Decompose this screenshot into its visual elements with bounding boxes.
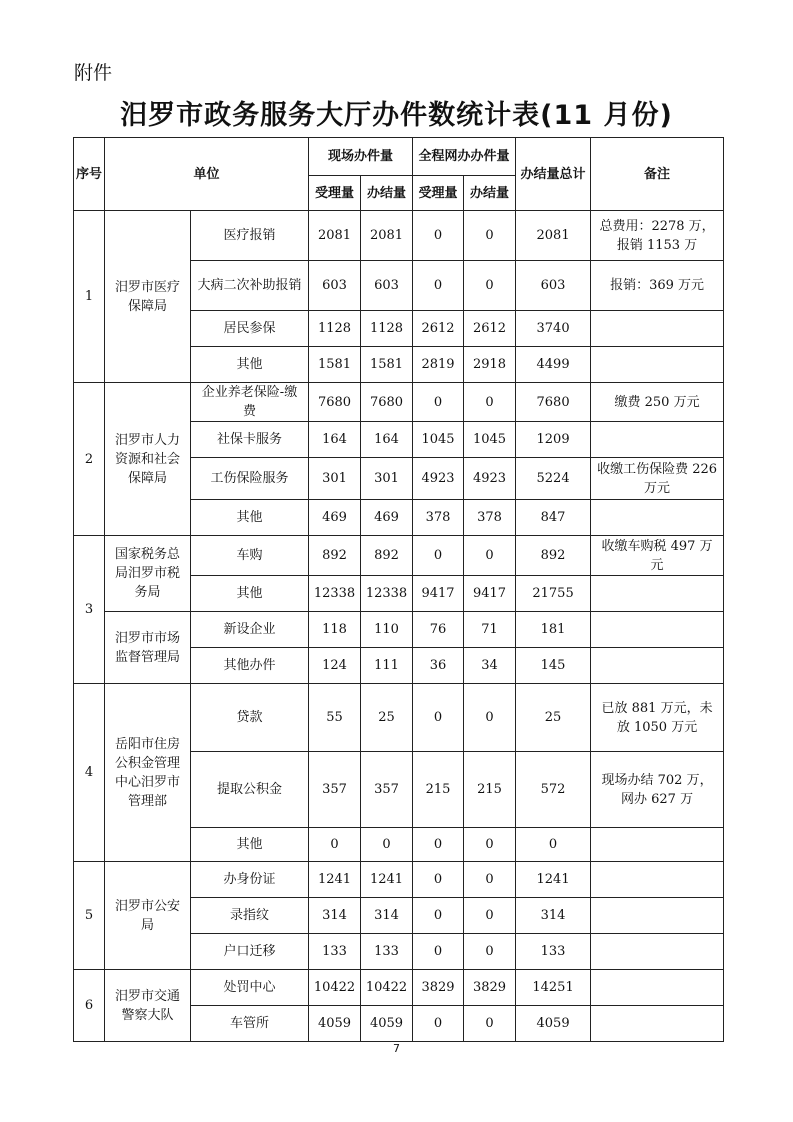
header-remark: 备注 xyxy=(591,138,724,211)
online-accepted-cell: 0 xyxy=(413,261,464,311)
onsite-accepted-cell: 603 xyxy=(309,261,361,311)
onsite-accepted-cell: 892 xyxy=(309,536,361,576)
total-cell: 145 xyxy=(516,648,591,684)
onsite-accepted-cell: 0 xyxy=(309,828,361,862)
total-cell: 3740 xyxy=(516,311,591,347)
onsite-completed-cell: 357 xyxy=(361,752,413,828)
remark-cell xyxy=(591,612,724,648)
table-body xyxy=(74,211,724,1042)
online-accepted-cell: 76 xyxy=(413,612,464,648)
total-cell: 572 xyxy=(516,752,591,828)
table-row xyxy=(74,536,724,576)
table-row xyxy=(74,970,724,1006)
online-completed-cell: 0 xyxy=(464,383,516,422)
online-accepted-cell: 0 xyxy=(413,828,464,862)
remark-cell: 报销：369 万元 xyxy=(591,261,724,311)
remark-cell xyxy=(591,862,724,898)
item-name-cell: 企业养老保险-缴费 xyxy=(191,383,309,422)
seq-cell: 6 xyxy=(74,970,105,1042)
total-cell: 181 xyxy=(516,612,591,648)
item-name-cell: 工伤保险服务 xyxy=(191,458,309,500)
online-accepted-cell: 9417 xyxy=(413,576,464,612)
seq-cell: 3 xyxy=(74,536,105,684)
online-completed-cell: 215 xyxy=(464,752,516,828)
online-accepted-cell: 1045 xyxy=(413,422,464,458)
item-name-cell: 车管所 xyxy=(191,1006,309,1042)
total-cell: 14251 xyxy=(516,970,591,1006)
total-cell: 603 xyxy=(516,261,591,311)
online-completed-cell: 0 xyxy=(464,211,516,261)
online-accepted-cell: 2612 xyxy=(413,311,464,347)
onsite-accepted-cell: 314 xyxy=(309,898,361,934)
header-seq: 序号 xyxy=(74,138,105,211)
remark-cell: 收缴车购税 497 万元 xyxy=(591,536,724,576)
online-completed-cell: 3829 xyxy=(464,970,516,1006)
remark-cell xyxy=(591,311,724,347)
unit-name-cell: 汨罗市市场监督管理局 xyxy=(105,612,191,684)
online-accepted-cell: 378 xyxy=(413,500,464,536)
onsite-accepted-cell: 4059 xyxy=(309,1006,361,1042)
online-accepted-cell: 0 xyxy=(413,383,464,422)
online-completed-cell: 0 xyxy=(464,862,516,898)
onsite-accepted-cell: 1241 xyxy=(309,862,361,898)
item-name-cell: 其他 xyxy=(191,347,309,383)
onsite-completed-cell: 164 xyxy=(361,422,413,458)
remark-cell: 现场办结 702 万，网办 627 万 xyxy=(591,752,724,828)
remark-cell xyxy=(591,934,724,970)
remark-cell: 收缴工伤保险费 226 万元 xyxy=(591,458,724,500)
online-accepted-cell: 0 xyxy=(413,934,464,970)
item-name-cell: 社保卡服务 xyxy=(191,422,309,458)
item-name-cell: 贷款 xyxy=(191,684,309,752)
header-online-completed: 办结量 xyxy=(464,176,516,211)
seq-cell: 1 xyxy=(74,211,105,383)
remark-cell xyxy=(591,347,724,383)
onsite-completed-cell: 469 xyxy=(361,500,413,536)
onsite-completed-cell: 25 xyxy=(361,684,413,752)
item-name-cell: 其他办件 xyxy=(191,648,309,684)
total-cell: 847 xyxy=(516,500,591,536)
online-accepted-cell: 0 xyxy=(413,211,464,261)
item-name-cell: 新设企业 xyxy=(191,612,309,648)
onsite-accepted-cell: 118 xyxy=(309,612,361,648)
onsite-completed-cell: 133 xyxy=(361,934,413,970)
onsite-accepted-cell: 12338 xyxy=(309,576,361,612)
unit-name-cell: 国家税务总局汨罗市税务局 xyxy=(105,536,191,612)
onsite-accepted-cell: 124 xyxy=(309,648,361,684)
item-name-cell: 其他 xyxy=(191,828,309,862)
onsite-accepted-cell: 7680 xyxy=(309,383,361,422)
header-onsite-accepted: 受理量 xyxy=(309,176,361,211)
remark-cell xyxy=(591,422,724,458)
total-cell: 7680 xyxy=(516,383,591,422)
onsite-completed-cell: 10422 xyxy=(361,970,413,1006)
onsite-accepted-cell: 469 xyxy=(309,500,361,536)
unit-name-cell: 岳阳市住房公积金管理中心汨罗市管理部 xyxy=(105,684,191,862)
item-name-cell: 车购 xyxy=(191,536,309,576)
page-number: 7 xyxy=(393,1042,400,1055)
item-name-cell: 户口迁移 xyxy=(191,934,309,970)
total-cell: 25 xyxy=(516,684,591,752)
remark-cell xyxy=(591,648,724,684)
seq-cell: 5 xyxy=(74,862,105,970)
onsite-completed-cell: 0 xyxy=(361,828,413,862)
total-cell: 133 xyxy=(516,934,591,970)
online-accepted-cell: 36 xyxy=(413,648,464,684)
remark-cell: 已放 881 万元，未放 1050 万元 xyxy=(591,684,724,752)
online-completed-cell: 378 xyxy=(464,500,516,536)
total-cell: 892 xyxy=(516,536,591,576)
total-cell: 2081 xyxy=(516,211,591,261)
online-completed-cell: 2918 xyxy=(464,347,516,383)
online-accepted-cell: 0 xyxy=(413,862,464,898)
onsite-completed-cell: 892 xyxy=(361,536,413,576)
online-completed-cell: 4923 xyxy=(464,458,516,500)
table-row xyxy=(74,612,724,648)
page-title: 汨罗市政务服务大厅办件数统计表(11 月份) xyxy=(120,100,673,131)
online-completed-cell: 0 xyxy=(464,536,516,576)
total-cell: 4059 xyxy=(516,1006,591,1042)
item-name-cell: 处罚中心 xyxy=(191,970,309,1006)
unit-name-cell: 汨罗市公安局 xyxy=(105,862,191,970)
remark-cell xyxy=(591,1006,724,1042)
onsite-accepted-cell: 1581 xyxy=(309,347,361,383)
header-unit: 单位 xyxy=(105,138,309,211)
online-accepted-cell: 4923 xyxy=(413,458,464,500)
onsite-completed-cell: 110 xyxy=(361,612,413,648)
online-accepted-cell: 3829 xyxy=(413,970,464,1006)
remark-cell xyxy=(591,970,724,1006)
online-completed-cell: 0 xyxy=(464,828,516,862)
onsite-accepted-cell: 133 xyxy=(309,934,361,970)
header-online: 全程网办办件量 xyxy=(413,138,516,176)
online-completed-cell: 71 xyxy=(464,612,516,648)
online-accepted-cell: 0 xyxy=(413,1006,464,1042)
online-completed-cell: 9417 xyxy=(464,576,516,612)
unit-name-cell: 汨罗市交通警察大队 xyxy=(105,970,191,1042)
table-row xyxy=(74,211,724,261)
table-row xyxy=(74,862,724,898)
online-completed-cell: 0 xyxy=(464,898,516,934)
total-cell: 4499 xyxy=(516,347,591,383)
total-cell: 314 xyxy=(516,898,591,934)
header-onsite-completed: 办结量 xyxy=(361,176,413,211)
header-total: 办结量总计 xyxy=(516,138,591,211)
onsite-completed-cell: 1128 xyxy=(361,311,413,347)
onsite-completed-cell: 4059 xyxy=(361,1006,413,1042)
online-accepted-cell: 215 xyxy=(413,752,464,828)
online-completed-cell: 0 xyxy=(464,1006,516,1042)
online-completed-cell: 1045 xyxy=(464,422,516,458)
onsite-accepted-cell: 301 xyxy=(309,458,361,500)
online-completed-cell: 0 xyxy=(464,261,516,311)
remark-cell: 缴费 250 万元 xyxy=(591,383,724,422)
onsite-completed-cell: 1581 xyxy=(361,347,413,383)
online-accepted-cell: 2819 xyxy=(413,347,464,383)
remark-cell xyxy=(591,576,724,612)
online-completed-cell: 34 xyxy=(464,648,516,684)
remark-cell xyxy=(591,898,724,934)
online-accepted-cell: 0 xyxy=(413,898,464,934)
onsite-completed-cell: 301 xyxy=(361,458,413,500)
header-onsite: 现场办件量 xyxy=(309,138,413,176)
onsite-completed-cell: 2081 xyxy=(361,211,413,261)
unit-name-cell: 汨罗市医疗保障局 xyxy=(105,211,191,383)
total-cell: 0 xyxy=(516,828,591,862)
table-row xyxy=(74,383,724,422)
online-accepted-cell: 0 xyxy=(413,684,464,752)
online-accepted-cell: 0 xyxy=(413,536,464,576)
onsite-completed-cell: 1241 xyxy=(361,862,413,898)
onsite-accepted-cell: 10422 xyxy=(309,970,361,1006)
total-cell: 21755 xyxy=(516,576,591,612)
total-cell: 1209 xyxy=(516,422,591,458)
header-online-accepted: 受理量 xyxy=(413,176,464,211)
item-name-cell: 提取公积金 xyxy=(191,752,309,828)
onsite-accepted-cell: 1128 xyxy=(309,311,361,347)
onsite-completed-cell: 603 xyxy=(361,261,413,311)
total-cell: 1241 xyxy=(516,862,591,898)
item-name-cell: 办身份证 xyxy=(191,862,309,898)
onsite-accepted-cell: 55 xyxy=(309,684,361,752)
remark-cell xyxy=(591,500,724,536)
onsite-completed-cell: 111 xyxy=(361,648,413,684)
item-name-cell: 其他 xyxy=(191,500,309,536)
online-completed-cell: 0 xyxy=(464,934,516,970)
onsite-completed-cell: 7680 xyxy=(361,383,413,422)
onsite-accepted-cell: 357 xyxy=(309,752,361,828)
onsite-accepted-cell: 2081 xyxy=(309,211,361,261)
online-completed-cell: 2612 xyxy=(464,311,516,347)
onsite-accepted-cell: 164 xyxy=(309,422,361,458)
item-name-cell: 居民参保 xyxy=(191,311,309,347)
onsite-completed-cell: 12338 xyxy=(361,576,413,612)
remark-cell: 总费用：2278 万，报销 1153 万 xyxy=(591,211,724,261)
item-name-cell: 大病二次补助报销 xyxy=(191,261,309,311)
total-cell: 5224 xyxy=(516,458,591,500)
seq-cell: 4 xyxy=(74,684,105,862)
item-name-cell: 医疗报销 xyxy=(191,211,309,261)
table-row xyxy=(74,684,724,752)
remark-cell xyxy=(591,828,724,862)
statistics-table xyxy=(73,137,724,1042)
online-completed-cell: 0 xyxy=(464,684,516,752)
seq-cell: 2 xyxy=(74,383,105,536)
item-name-cell: 录指纹 xyxy=(191,898,309,934)
attachment-label: 附件 xyxy=(74,62,113,84)
unit-name-cell: 汨罗市人力资源和社会保障局 xyxy=(105,383,191,536)
item-name-cell: 其他 xyxy=(191,576,309,612)
onsite-completed-cell: 314 xyxy=(361,898,413,934)
